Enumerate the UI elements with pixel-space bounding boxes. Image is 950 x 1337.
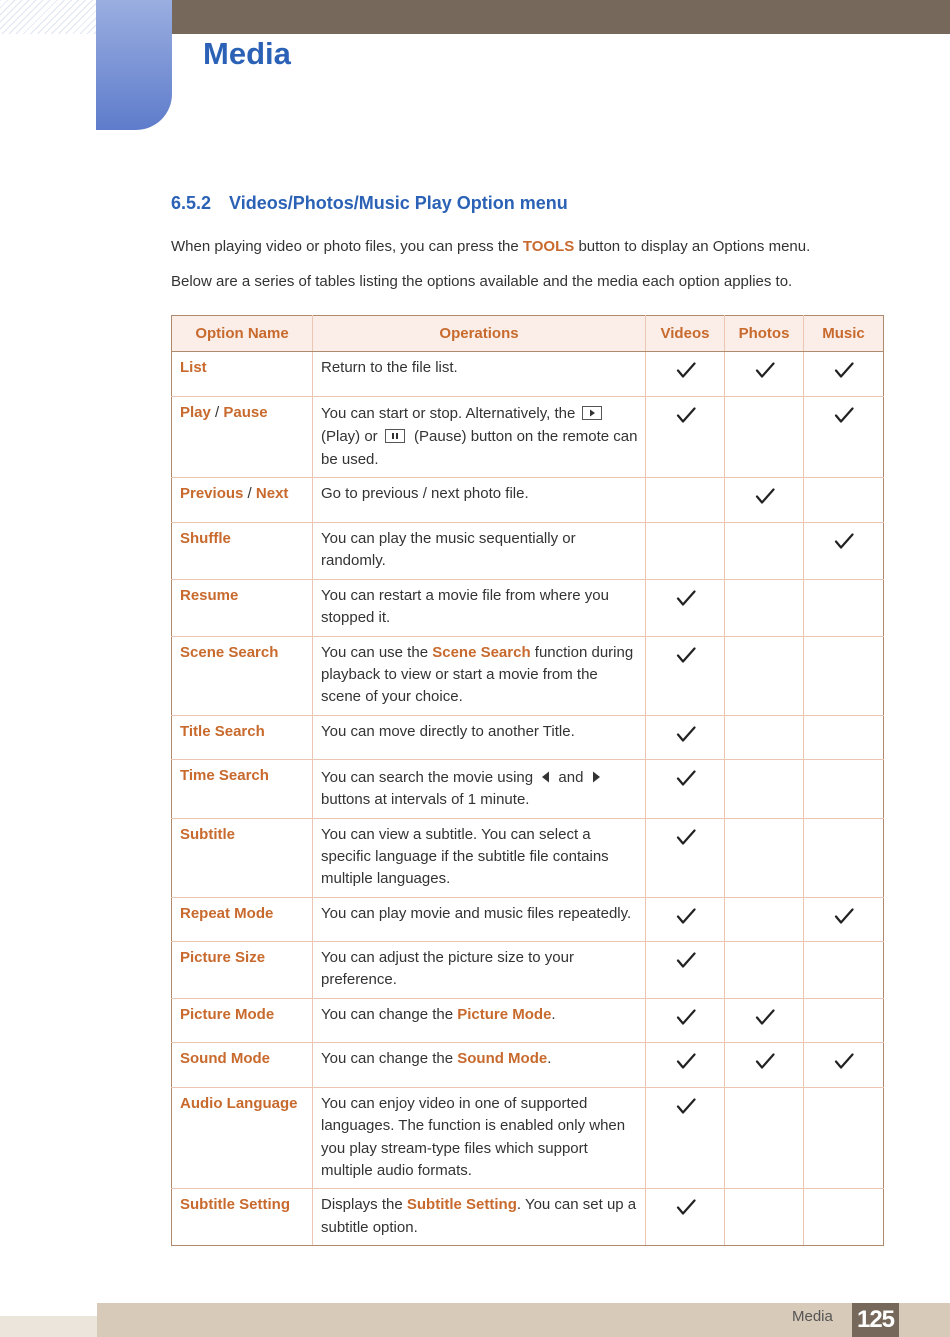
photos-cell [725, 1189, 804, 1246]
music-cell [804, 352, 884, 397]
music-cell [804, 998, 884, 1042]
operation-text-part: You can change the [321, 1005, 458, 1023]
music-cell [804, 478, 884, 523]
check-icon [676, 730, 696, 747]
footer-left-bar [0, 1316, 97, 1337]
operation-text: You can adjust the picture size to your preference. [313, 941, 646, 998]
option-name [172, 397, 313, 478]
check-icon [676, 594, 696, 611]
operation-text-part: You can use the [321, 643, 433, 661]
intro-paragraph-2: Below are a series of tables listing the options available and the media each option applies to. [171, 273, 793, 290]
header-photos: Photos [725, 316, 804, 352]
music-cell [804, 941, 884, 998]
tools-key: TOOLS [522, 238, 575, 255]
header-videos: Videos [646, 316, 725, 352]
table-row [172, 941, 884, 998]
videos-cell [646, 897, 725, 941]
check-icon [676, 366, 696, 383]
table-row [172, 759, 884, 818]
option-name: Picture Size [172, 941, 313, 998]
check-icon [676, 1102, 696, 1119]
operation-text [313, 1042, 646, 1087]
option-name: Repeat Mode [172, 897, 313, 941]
check-icon [676, 774, 696, 791]
videos-cell [646, 579, 725, 636]
check-icon [834, 912, 854, 929]
photos-cell [725, 897, 804, 941]
table-row [172, 897, 884, 941]
check-icon [676, 956, 696, 973]
videos-cell [646, 818, 725, 897]
pause-button-icon [385, 429, 405, 443]
photos-cell [725, 1087, 804, 1189]
operation-text [313, 397, 646, 478]
videos-cell [646, 397, 725, 478]
check-icon [676, 833, 696, 850]
videos-cell [646, 523, 725, 580]
operation-text-part: You can change the [321, 1049, 458, 1067]
check-icon [834, 1057, 854, 1074]
music-cell [804, 397, 884, 478]
operation-text: You can play the music sequentially or randomly. [313, 523, 646, 580]
table-header-row [172, 316, 884, 352]
operation-text: Return to the file list. [313, 352, 646, 397]
photos-cell [725, 941, 804, 998]
table-row [172, 998, 884, 1042]
left-arrow-icon [541, 771, 550, 783]
check-icon [676, 651, 696, 668]
name-separator: / [210, 404, 224, 421]
operation-highlight: Scene Search [432, 643, 531, 661]
table-row [172, 818, 884, 897]
music-cell [804, 1042, 884, 1087]
table-row [172, 579, 884, 636]
music-cell [804, 759, 884, 818]
operation-text: You can restart a movie file from where you stopped it. [313, 579, 646, 636]
intro-text: When playing video or photo files, you can press the [171, 238, 523, 255]
music-cell [804, 818, 884, 897]
option-name-part: Previous [180, 485, 244, 502]
check-icon [834, 366, 854, 383]
table-row [172, 636, 884, 715]
operation-text-part: (Pause) button on the remote can be used. [321, 428, 638, 468]
option-name-part: Next [255, 485, 289, 502]
operation-text: You can view a subtitle. You can select a specific language if the subtitle file contains multiple languages. [313, 818, 646, 897]
check-icon [676, 1203, 696, 1220]
photos-cell [725, 523, 804, 580]
table-row [172, 1189, 884, 1246]
operation-text: You can move directly to another Title. [313, 715, 646, 759]
videos-cell [646, 478, 725, 523]
right-arrow-icon [592, 771, 601, 783]
music-cell [804, 579, 884, 636]
section-title: Videos/Photos/Music Play Option menu [229, 193, 568, 213]
header-music: Music [804, 316, 884, 352]
operation-text [313, 759, 646, 818]
option-name: Sound Mode [172, 1042, 313, 1087]
music-cell [804, 636, 884, 715]
videos-cell [646, 636, 725, 715]
check-icon [676, 411, 696, 428]
operation-text-part: . [551, 1005, 556, 1023]
table-row [172, 523, 884, 580]
photos-cell [725, 1042, 804, 1087]
operation-highlight: Sound Mode [457, 1049, 548, 1067]
videos-cell [646, 715, 725, 759]
check-icon [676, 912, 696, 929]
option-name: Audio Language [172, 1087, 313, 1189]
photos-cell [725, 636, 804, 715]
option-name-part: Pause [223, 404, 268, 421]
table-row [172, 352, 884, 397]
table-row [172, 715, 884, 759]
option-name: Title Search [172, 715, 313, 759]
option-name-part: Play [180, 404, 211, 421]
operation-text: You can enjoy video in one of supported languages. The function is enabled only when you play stream-type files which support multiple audio formats. [313, 1087, 646, 1189]
videos-cell [646, 1087, 725, 1189]
footer-chapter-label: Media [792, 1308, 833, 1325]
check-icon [755, 1013, 775, 1030]
operation-text-part: buttons at intervals of 1 minute. [321, 791, 530, 809]
table-row [172, 1087, 884, 1189]
photos-cell [725, 352, 804, 397]
operation-text [313, 1189, 646, 1246]
music-cell [804, 1087, 884, 1189]
operation-text-part: Displays the [321, 1196, 407, 1214]
option-name: Time Search [172, 759, 313, 818]
operation-text-part: You can search the movie using [321, 768, 538, 786]
option-name [172, 478, 313, 523]
photos-cell [725, 478, 804, 523]
videos-cell [646, 1042, 725, 1087]
option-name: Scene Search [172, 636, 313, 715]
option-name: Shuffle [172, 523, 313, 580]
operation-text-part: function during playback to view or start a movie from the scene of your choice. [321, 643, 634, 706]
music-cell [804, 1189, 884, 1246]
chapter-tab [96, 0, 172, 130]
videos-cell [646, 1189, 725, 1246]
operation-text: You can play movie and music files repeatedly. [313, 897, 646, 941]
option-name: Resume [172, 579, 313, 636]
photos-cell [725, 579, 804, 636]
corner-hatch [0, 0, 96, 34]
section-heading [171, 193, 568, 214]
chapter-title: Media [203, 36, 291, 71]
videos-cell [646, 998, 725, 1042]
option-name: Subtitle [172, 818, 313, 897]
photos-cell [725, 397, 804, 478]
photos-cell [725, 818, 804, 897]
check-icon [755, 1057, 775, 1074]
operation-text [313, 636, 646, 715]
option-name: List [172, 352, 313, 397]
photos-cell [725, 759, 804, 818]
intro-text: button to display an Options menu. [574, 238, 811, 255]
check-icon [676, 1013, 696, 1030]
operation-text-part: (Play) or [321, 428, 382, 445]
header-bar [172, 0, 950, 34]
videos-cell [646, 941, 725, 998]
operation-text: Go to previous / next photo file. [313, 478, 646, 523]
videos-cell [646, 759, 725, 818]
play-button-icon [582, 406, 602, 420]
photos-cell [725, 998, 804, 1042]
operation-text-part: . You can set up a subtitle option. [321, 1196, 637, 1236]
option-name: Picture Mode [172, 998, 313, 1042]
options-table [171, 315, 884, 1246]
check-icon [834, 537, 854, 554]
check-icon [755, 366, 775, 383]
videos-cell [646, 352, 725, 397]
operation-highlight: Subtitle Setting [406, 1196, 517, 1214]
operation-text-part: You can start or stop. Alternatively, the [321, 405, 580, 422]
photos-cell [725, 715, 804, 759]
check-icon [755, 492, 775, 509]
header-option-name: Option Name [172, 316, 313, 352]
option-name: Subtitle Setting [172, 1189, 313, 1246]
section-number: 6.5.2 [171, 193, 212, 213]
check-icon [834, 411, 854, 428]
music-cell [804, 715, 884, 759]
music-cell [804, 897, 884, 941]
table-row [172, 397, 884, 478]
header-operations: Operations [313, 316, 646, 352]
page-number: 125 [852, 1303, 899, 1337]
table-row [172, 478, 884, 523]
check-icon [676, 1057, 696, 1074]
operation-text-part: . [547, 1049, 552, 1067]
music-cell [804, 523, 884, 580]
name-separator: / [243, 485, 256, 502]
operation-highlight: Picture Mode [457, 1005, 552, 1023]
operation-text [313, 998, 646, 1042]
intro-paragraph-1 [171, 238, 810, 255]
table-row [172, 1042, 884, 1087]
operation-text-part: and [554, 768, 588, 786]
